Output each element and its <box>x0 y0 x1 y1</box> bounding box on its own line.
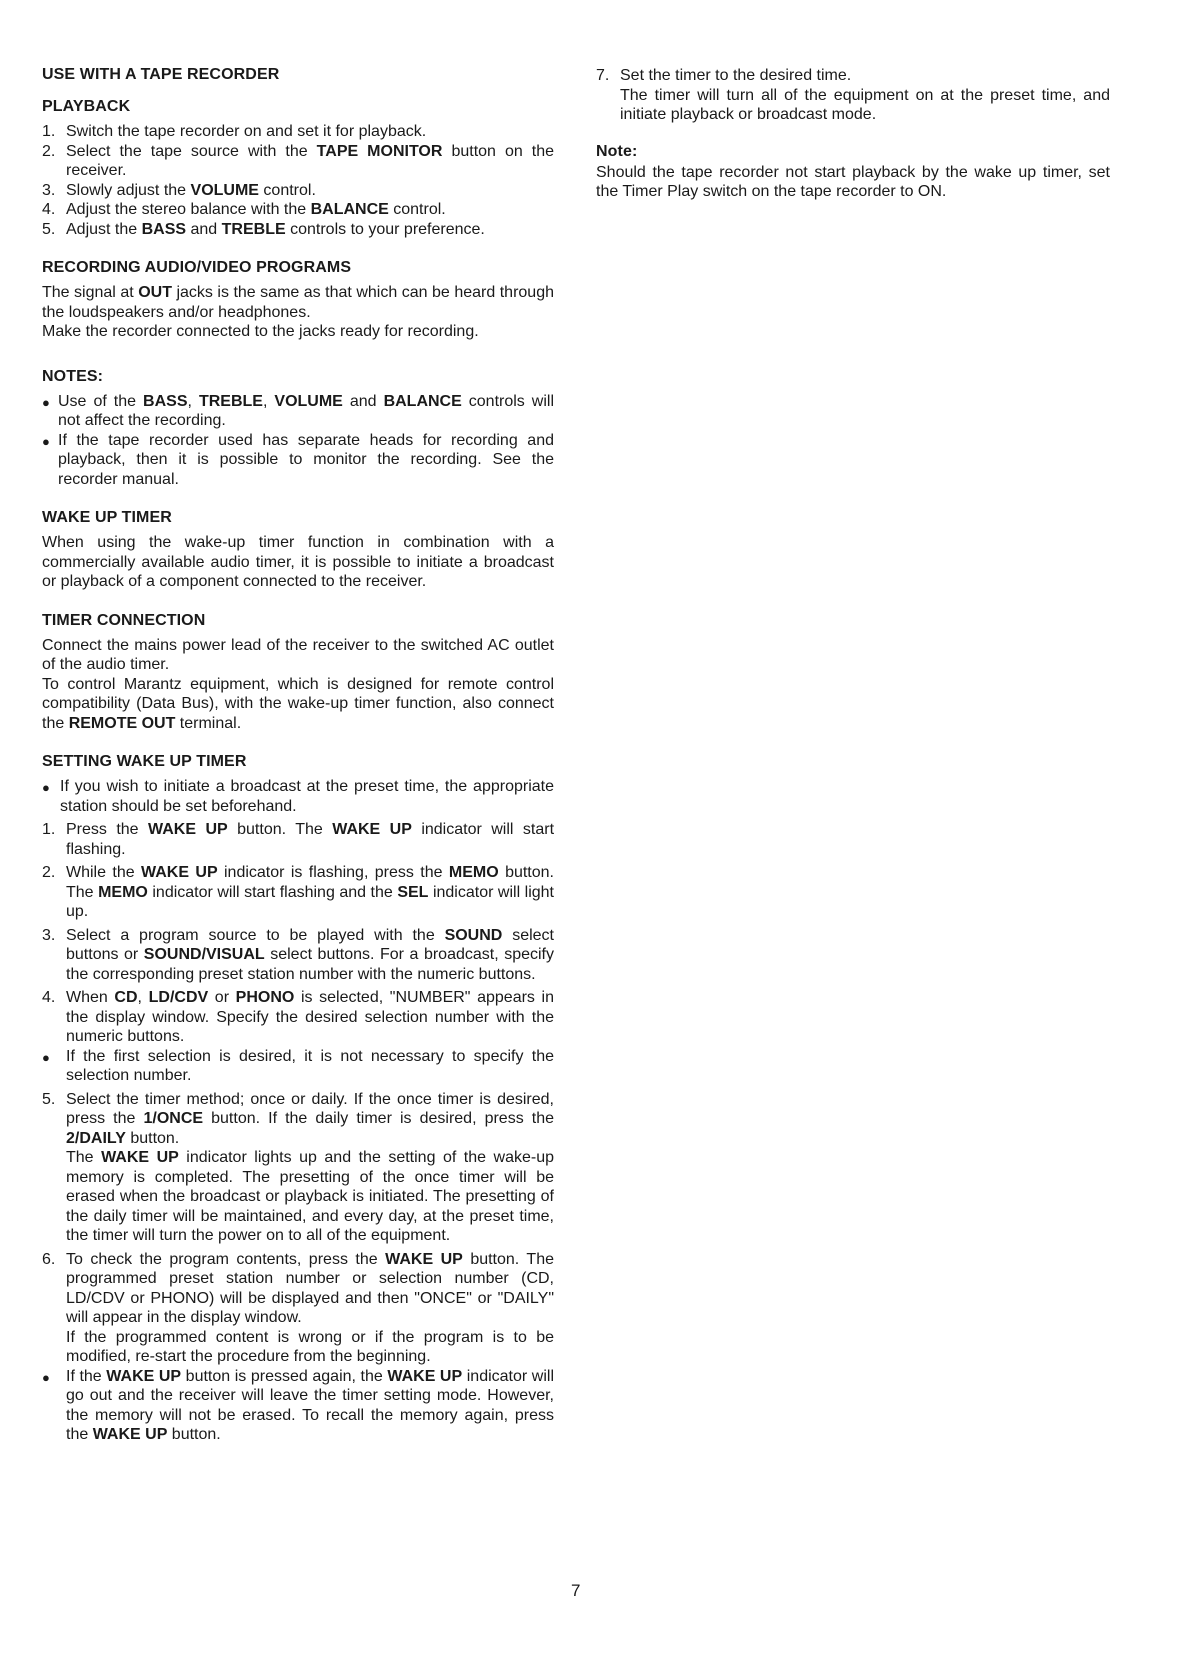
notes-section <box>42 368 554 490</box>
list-item: 2. While the WAKE UP indicator is flashing, press the MEMO button. The MEMO indicator will start flashing and the SEL indicator will light up. <box>42 864 555 920</box>
page-number: 7 <box>571 1581 581 1600</box>
notes-list <box>42 392 554 490</box>
list-item: 2. Select the tape source with the TAPE MONITOR button on the receiver. <box>42 142 555 179</box>
right-column <box>596 66 1110 222</box>
connection-heading: TIMER CONNECTION <box>42 611 206 629</box>
list-item: ● If the WAKE UP button is pressed again, the WAKE UP indicator will go out and the receiver will leave the timer setting mode. However, the memory will not be erased. To recall the memory again, press the WAKE UP button. <box>42 1367 555 1443</box>
list-item: If the programmed content is wrong or if the program is to be modified, re-start the procedure from the beginning. <box>66 1328 554 1365</box>
playback-section <box>42 98 554 239</box>
list-item: ● If the tape recorder used has separate heads for recording and playback, then it is possible to monitor the recording. See the recorder manual. <box>42 431 554 488</box>
list-item: ● If the first selection is desired, it is not necessary to specify the selection number. <box>42 1047 554 1084</box>
list-item: 1. Switch the tape recorder on and set it for playback. <box>42 123 427 140</box>
list-item: 1. Press the WAKE UP button. The WAKE UP indicator will start flashing. <box>42 821 555 858</box>
note-paragraph: Should the tape recorder not start playback by the wake up timer, set the Timer Play switch on the tape recorder to ON. <box>596 163 1110 200</box>
note-heading: Note: <box>596 142 638 160</box>
setting-section <box>42 753 554 1445</box>
connection-section <box>42 612 554 734</box>
notes-heading: NOTES: <box>42 367 104 385</box>
recording-paragraph-2: Make the recorder connected to the jacks ready for recording. <box>42 323 479 340</box>
wakeup-section <box>42 509 554 592</box>
recording-heading: RECORDING AUDIO/VIDEO PROGRAMS <box>42 259 352 276</box>
recording-paragraph: The signal at OUT jacks is the same as that which can be heard through the loudspeakers and/or headphones. <box>42 284 554 321</box>
setting-steps <box>42 777 554 1445</box>
list-item: 6. To check the program contents, press the WAKE UP button. The programmed preset station number or selection number (CD, LD/CDV or PHONO) will be displayed and then "ONCE" or "DAILY" will appear in the display window. <box>42 1250 555 1326</box>
list-item: ● If you wish to initiate a broadcast at the preset time, the appropriate station should be set beforehand. <box>42 778 554 815</box>
timer-step-list <box>596 66 1110 125</box>
note-section <box>596 143 1110 202</box>
list-item: 4. Adjust the stereo balance with the BALANCE control. <box>42 201 446 218</box>
wakeup-paragraph: When using the wake-up timer function in combination with a commercially available audio timer, it is possible to initiate a broadcast or playback of a component connected to the receiver. <box>42 534 554 590</box>
list-item: ● Use of the BASS, TREBLE, VOLUME and BALANCE controls will not affect the recording. <box>42 392 555 429</box>
list-item: 3. Slowly adjust the VOLUME control. <box>42 181 316 199</box>
list-item: 5. Adjust the BASS and TREBLE controls to your preference. <box>42 220 485 238</box>
wakeup-heading: WAKE UP TIMER <box>42 509 172 526</box>
left-column <box>42 66 554 1465</box>
list-item: 3. Select a program source to be played with the SOUND select buttons or SOUND/VISUAL select buttons. For a broadcast, specify the corresponding preset station number with the numeric buttons. <box>42 926 554 983</box>
list-item: 5. Select the timer method; once or daily. If the once timer is desired, press the 1/ONCE button. If the daily timer is desired, press the 2/DAILY button. <box>42 1090 555 1147</box>
list-item: 4. When CD, LD/CDV or PHONO is selected, "NUMBER" appears in the display window. Specify the desired selection number with the numeric buttons. <box>42 989 555 1045</box>
recording-section <box>42 259 554 342</box>
list-item: 7. Set the timer to the desired time. The timer will turn all of the equipment on at the preset time, and initiate playback or broadcast mode. <box>596 67 1110 123</box>
playback-steps <box>42 122 554 239</box>
section-title: USE WITH A TAPE RECORDER <box>42 66 280 83</box>
playback-heading: PLAYBACK <box>42 98 131 115</box>
list-item: The WAKE UP indicator lights up and the setting of the wake-up memory is completed. The presetting of the once timer will be erased when the broadcast or playback is initiated. The presetting of the daily timer will be maintained, and every day, at the preset time, the timer will turn the power on to all of the equipment. <box>66 1149 555 1244</box>
connection-paragraph-2: To control Marantz equipment, which is designed for remote control compatibility (Data Bus), with the wake-up timer function, also connect the REMOTE OUT terminal. <box>42 675 554 732</box>
connection-paragraph: Connect the mains power lead of the receiver to the switched AC outlet of the audio timer. <box>42 636 554 673</box>
setting-heading: SETTING WAKE UP TIMER <box>42 753 247 770</box>
